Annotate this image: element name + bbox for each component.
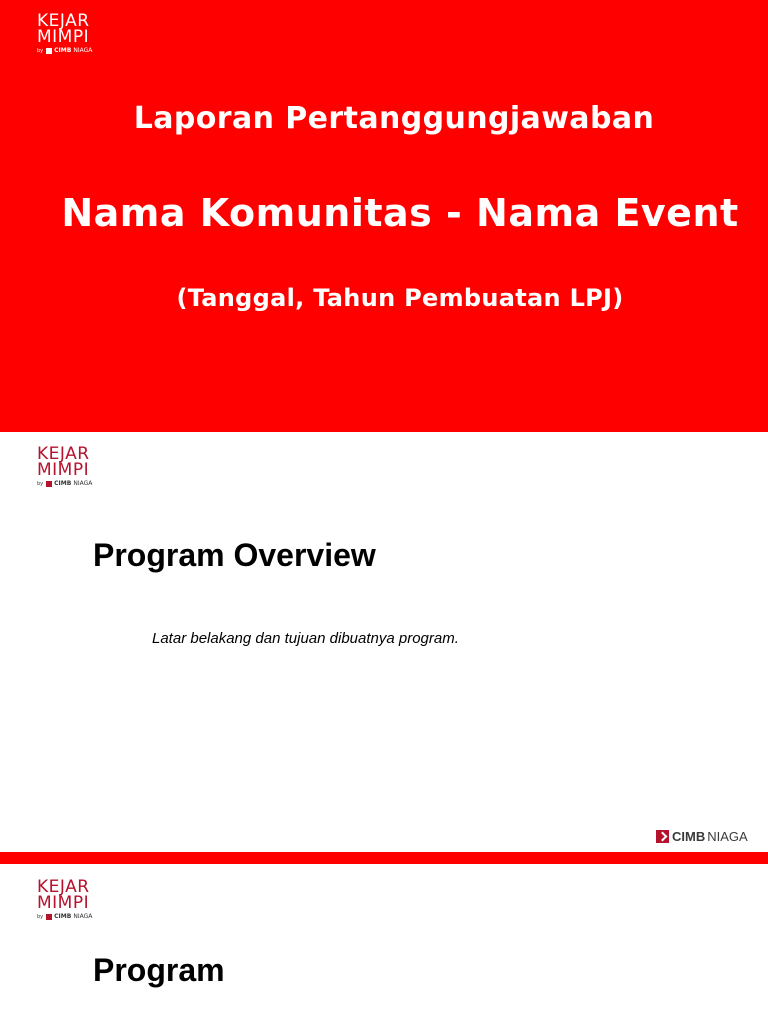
report-subtitle: Laporan Pertanggungjawaban [133, 101, 655, 136]
cimb-mark-icon [46, 914, 52, 920]
slide-heading: Program Overview [93, 537, 376, 573]
logo-byline: by CIMB NIAGA [37, 913, 93, 920]
logo-word-1: KEJAR [37, 444, 90, 464]
cimb-mark-icon [46, 481, 52, 487]
title-slide [0, 0, 768, 432]
kejar-mimpi-logo [37, 879, 92, 920]
report-date: (Tanggal, Tahun Pembuatan LPJ) [176, 284, 624, 312]
logo-word-2: MIMPI [37, 460, 90, 480]
program-overview-slide [0, 432, 768, 852]
cimb-mark-icon [46, 48, 52, 54]
logo-word-2: MIMPI [37, 893, 90, 913]
cimb-niaga-footer-logo: CIMB NIAGA [656, 829, 748, 844]
logo-word-1: KEJAR [37, 11, 90, 31]
logo-word-2: MIMPI [37, 27, 90, 47]
slide-heading: Program [93, 952, 225, 988]
report-title: Nama Komunitas - Nama Event [61, 191, 739, 235]
logo-word-1: KEJAR [37, 877, 90, 897]
kejar-mimpi-logo [37, 446, 92, 487]
logo-byline: by CIMB NIAGA [37, 47, 93, 54]
program-slide [0, 864, 768, 1024]
logo-byline: by CIMB NIAGA [37, 480, 93, 487]
slide-body-text: Latar belakang dan tujuan dibuatnya program. [152, 630, 459, 647]
kejar-mimpi-logo [37, 13, 92, 54]
slide-divider-bar [0, 852, 768, 864]
cimb-logo-icon [656, 830, 669, 843]
